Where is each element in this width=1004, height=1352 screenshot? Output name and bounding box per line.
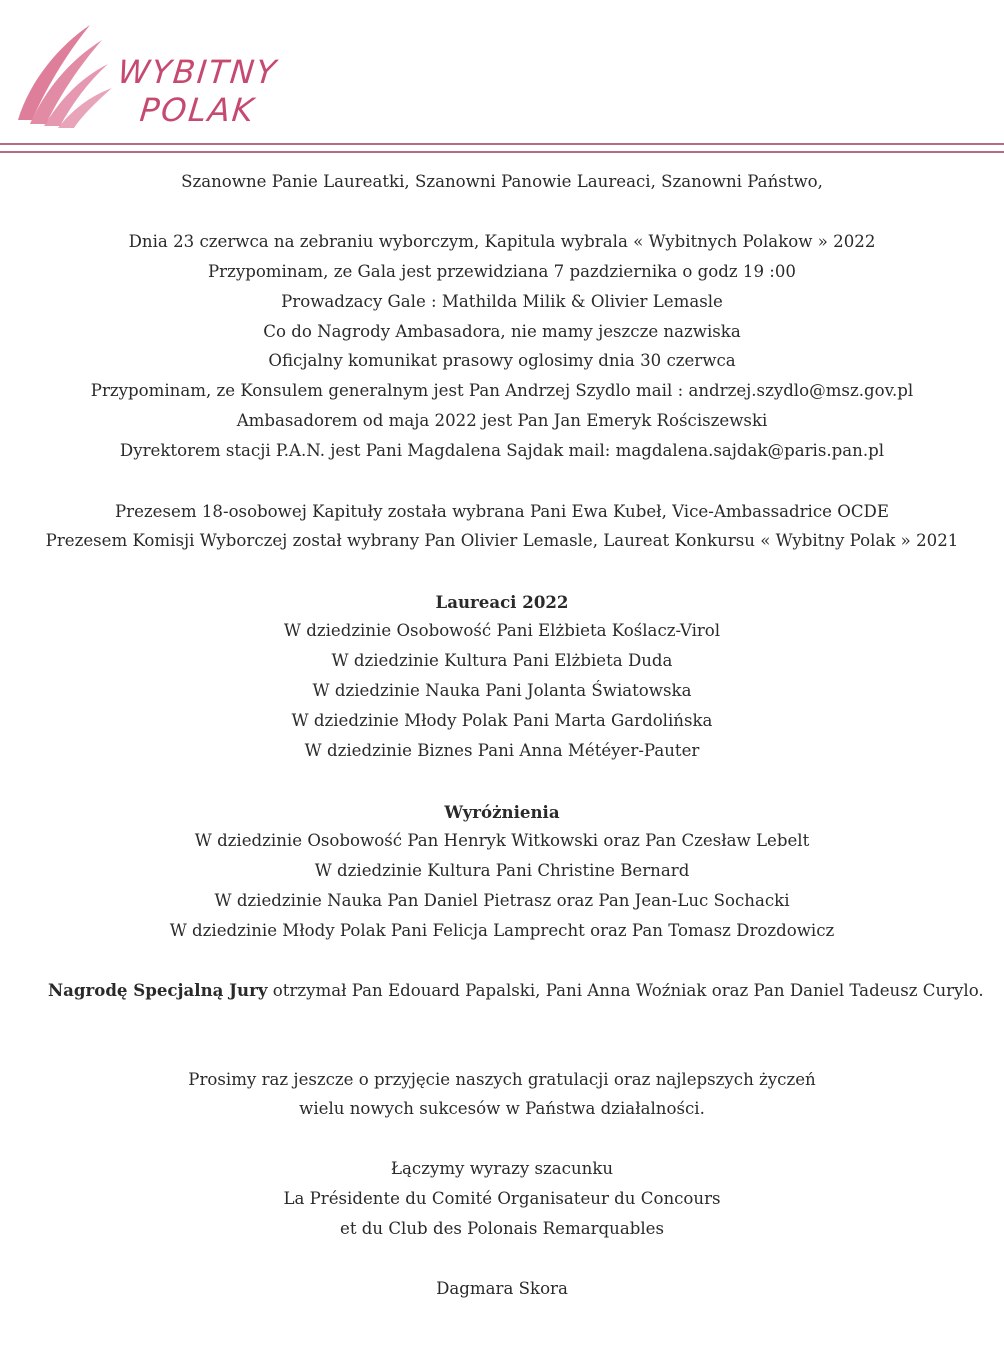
info-line: Oficjalny komunikat prasowy oglosimy dnia 30 czerwca: [268, 351, 736, 370]
laureate-line: W dziedzinie Kultura Pani Elżbieta Duda: [331, 651, 673, 670]
logo-title-line2: POLAK: [138, 91, 258, 129]
wing-icon: [10, 20, 130, 140]
greeting: Szanowne Panie Laureatki, Szanowni Panowie Laureaci, Szanowni Państwo,: [181, 172, 823, 191]
laureate-line: W dziedzinie Osobowość Pani Elżbieta Koślacz-Virol: [283, 621, 721, 640]
info-line: Dyrektorem stacji P.A.N. jest Pani Magdalena Sajdak mail: magdalena.sajdak@paris.pan.pl: [119, 441, 885, 460]
laureate-line: W dziedzinie Nauka Pani Jolanta Światowska: [312, 681, 692, 700]
info-line: Prowadzacy Gale : Mathilda Milik & Olivier Lemasle: [281, 292, 723, 311]
signature-line: et du Club des Polonais Remarquables: [340, 1219, 664, 1238]
signature-line: La Présidente du Comité Organisateur du Concours: [283, 1189, 721, 1208]
distinction-line: W dziedzinie Osobowość Pan Henryk Witkowski oraz Pan Czesław Lebelt: [194, 831, 810, 850]
info-line: Co do Nagrody Ambasadora, nie mamy jeszcze nazwiska: [263, 322, 741, 341]
info-line: Przypominam, ze Konsulem generalnym jest Pan Andrzej Szydlo mail : andrzej.szydlo@msz.gov.pl: [90, 381, 914, 400]
closing-line: Prosimy raz jeszcze o przyjęcie naszych gratulacji oraz najlepszych życzeń: [188, 1070, 816, 1089]
special-jury-prize-label: Nagrodę Specjalną Jury: [48, 980, 268, 1000]
signature-line: Łączymy wyrazy szacunku: [390, 1159, 614, 1178]
closing-line: wielu nowych sukcesów w Państwa działalności.: [299, 1099, 705, 1118]
special-jury-prize: [48, 979, 984, 1002]
president-line: Prezesem Komisji Wyborczej został wybrany Pan Olivier Lemasle, Laureat Konkursu « Wybitny Polak » 2021: [45, 531, 959, 550]
header-divider-bottom: [0, 151, 1004, 153]
distinction-line: W dziedzinie Nauka Pan Daniel Pietrasz oraz Pan Jean-Luc Sochacki: [214, 891, 790, 910]
president-line: Prezesem 18-osobowej Kapituły została wybrana Pani Ewa Kubeł, Vice-Ambassadrice OCDE: [115, 502, 889, 521]
laureate-line: W dziedzinie Biznes Pani Anna Météyer-Pauter: [304, 741, 700, 760]
info-line: Ambasadorem od maja 2022 jest Pan Jan Emeryk Rościszewski: [236, 411, 768, 430]
distinction-line: W dziedzinie Kultura Pani Christine Bernard: [314, 861, 690, 880]
info-line: Przypominam, ze Gala jest przewidziana 7 pazdziernika o godz 19 :00: [207, 262, 796, 281]
info-line: Dnia 23 czerwca na zebraniu wyborczym, Kapitula wybrala « Wybitnych Polakow » 2022: [128, 232, 876, 251]
distinction-line: W dziedzinie Młody Polak Pani Felicja Lamprecht oraz Pan Tomasz Drozdowicz: [169, 921, 835, 940]
header-divider-top: [0, 143, 1004, 145]
signatory-name: Dagmara Skora: [436, 1279, 568, 1298]
logo: [10, 20, 280, 140]
distinctions-heading: Wyróżnienia: [444, 802, 560, 822]
laureates-heading: Laureaci 2022: [435, 592, 569, 612]
special-jury-prize-winners: otrzymał Pan Edouard Papalski, Pani Anna Woźniak oraz Pan Daniel Tadeusz Curylo.: [267, 981, 984, 1000]
logo-title-line1: WYBITNY: [116, 53, 280, 91]
laureate-line: W dziedzinie Młody Polak Pani Marta Gardolińska: [291, 711, 713, 730]
